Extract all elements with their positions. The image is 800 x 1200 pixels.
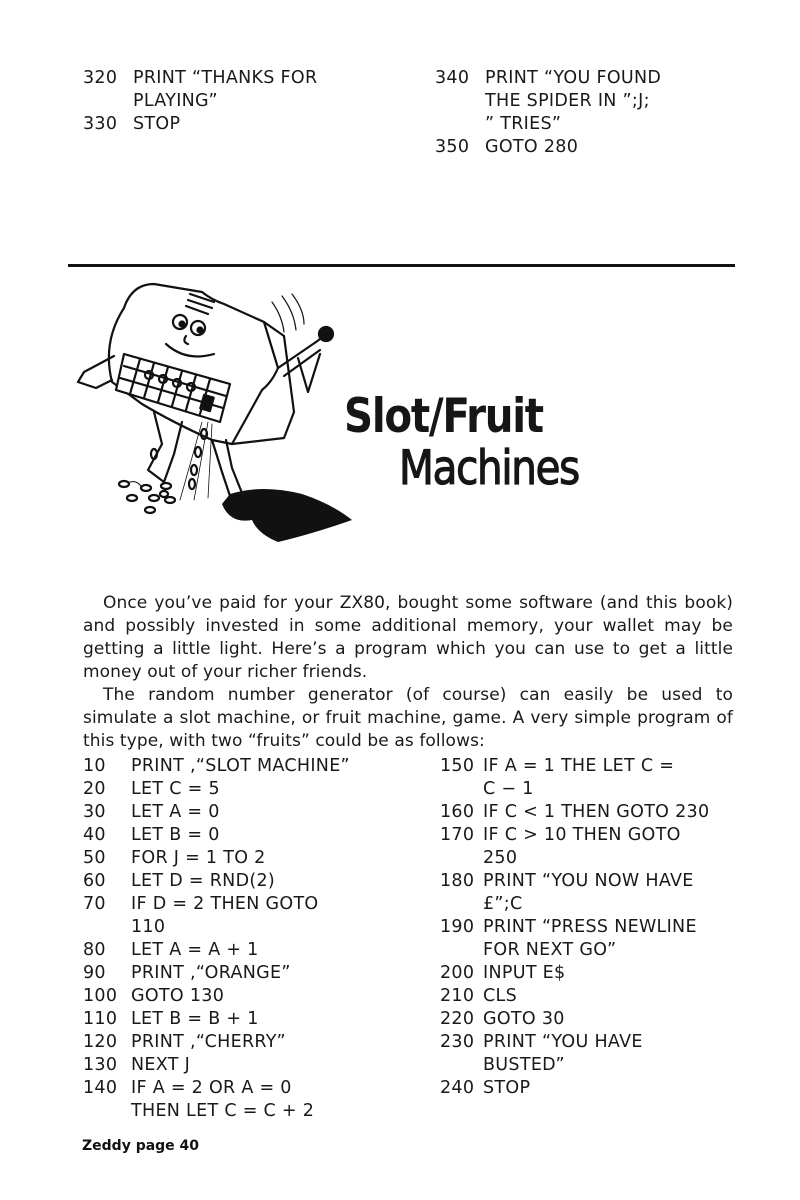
code-statement: PRINT ,“CHERRY” bbox=[131, 1032, 286, 1052]
code-line bbox=[440, 1008, 740, 1031]
code-line bbox=[83, 778, 433, 801]
line-number: 320 bbox=[83, 68, 118, 88]
program-listing-left bbox=[83, 755, 433, 1123]
line-number: 10 bbox=[83, 756, 106, 776]
code-statement: NEXT J bbox=[131, 1055, 191, 1075]
code-line bbox=[83, 939, 433, 962]
listing-continuation-right bbox=[435, 67, 735, 159]
code-statement: STOP bbox=[483, 1078, 531, 1098]
line-number: 220 bbox=[440, 1009, 475, 1029]
code-statement: IF A = 1 THE LET C = C − 1 bbox=[483, 756, 675, 799]
code-line bbox=[440, 801, 740, 824]
line-number: 190 bbox=[440, 917, 475, 937]
code-statement: PRINT ,“SLOT MACHINE” bbox=[131, 756, 350, 776]
code-statement: IF C < 1 THEN GOTO 230 bbox=[483, 802, 710, 822]
line-number: 60 bbox=[83, 871, 106, 891]
code-line bbox=[440, 1077, 740, 1100]
line-number: 50 bbox=[83, 848, 106, 868]
code-statement: LET B = B + 1 bbox=[131, 1009, 259, 1029]
line-number: 240 bbox=[440, 1078, 475, 1098]
code-statement: PRINT ,“ORANGE” bbox=[131, 963, 291, 983]
code-line bbox=[440, 916, 740, 962]
code-statement: IF C > 10 THEN GOTO 250 bbox=[483, 825, 681, 868]
code-statement: LET B = 0 bbox=[131, 825, 220, 845]
line-number: 120 bbox=[83, 1032, 118, 1052]
line-number: 30 bbox=[83, 802, 106, 822]
line-number: 70 bbox=[83, 894, 106, 914]
code-statement: LET A = 0 bbox=[131, 802, 220, 822]
code-statement: LET A = A + 1 bbox=[131, 940, 259, 960]
code-line bbox=[83, 1077, 433, 1123]
code-line bbox=[440, 755, 740, 801]
code-statement: CLS bbox=[483, 986, 517, 1006]
code-line bbox=[83, 847, 433, 870]
line-number: 130 bbox=[83, 1055, 118, 1075]
line-number: 20 bbox=[83, 779, 106, 799]
line-number: 110 bbox=[83, 1009, 118, 1029]
code-line bbox=[83, 824, 433, 847]
code-statement: PRINT “YOU NOW HAVE £”;C bbox=[483, 871, 694, 914]
code-statement: PRINT “THANKS FOR PLAYING” bbox=[133, 68, 318, 111]
line-number: 80 bbox=[83, 940, 106, 960]
code-statement: PRINT “YOU FOUND THE SPIDER IN ”;J; ” TRIES” bbox=[485, 68, 662, 134]
section-title-line-2: Machines bbox=[399, 441, 579, 496]
code-line bbox=[83, 870, 433, 893]
code-statement: IF A = 2 OR A = 0 THEN LET C = C + 2 bbox=[131, 1078, 315, 1121]
code-statement: LET C = 5 bbox=[131, 779, 220, 799]
line-number: 140 bbox=[83, 1078, 118, 1098]
code-line bbox=[83, 1054, 433, 1077]
section-title-line-1: Slot/Fruit bbox=[344, 389, 543, 444]
code-line bbox=[83, 67, 383, 113]
line-number: 170 bbox=[440, 825, 475, 845]
listing-continuation-left bbox=[83, 67, 383, 136]
code-line bbox=[440, 870, 740, 916]
section-divider bbox=[68, 264, 735, 267]
code-statement: PRINT “YOU HAVE BUSTED” bbox=[483, 1032, 643, 1075]
code-line bbox=[83, 755, 433, 778]
code-line bbox=[440, 1031, 740, 1077]
paragraph: Once you’ve paid for your ZX80, bought some software (and this book) and possibly invested in some additional memory, your wallet may be getting a little light. Here’s a program which you can use to get a little money out of your richer friends. bbox=[83, 593, 733, 682]
line-number: 230 bbox=[440, 1032, 475, 1052]
intro-text bbox=[83, 592, 733, 753]
line-number: 200 bbox=[440, 963, 475, 983]
code-line bbox=[83, 1031, 433, 1054]
code-statement: GOTO 130 bbox=[131, 986, 225, 1006]
code-statement: INPUT E$ bbox=[483, 963, 566, 983]
code-line bbox=[440, 985, 740, 1008]
code-line bbox=[440, 962, 740, 985]
code-line bbox=[83, 801, 433, 824]
line-number: 340 bbox=[435, 68, 470, 88]
line-number: 90 bbox=[83, 963, 106, 983]
slot-machine-character-icon bbox=[62, 272, 362, 542]
code-line bbox=[435, 67, 735, 136]
page-footer: Zeddy page 40 bbox=[82, 1138, 200, 1154]
code-statement: LET D = RND(2) bbox=[131, 871, 276, 891]
code-line bbox=[83, 985, 433, 1008]
code-statement: GOTO 30 bbox=[483, 1009, 565, 1029]
code-line bbox=[83, 893, 433, 939]
line-number: 180 bbox=[440, 871, 475, 891]
code-line bbox=[83, 113, 383, 136]
code-line bbox=[83, 962, 433, 985]
line-number: 100 bbox=[83, 986, 118, 1006]
line-number: 150 bbox=[440, 756, 475, 776]
paragraph: The random number generator (of course) can easily be used to simulate a slot machine, or fruit machine, game. A very simple program of this type, with two “fruits” could be as follows: bbox=[83, 685, 733, 751]
line-number: 330 bbox=[83, 114, 118, 134]
code-statement: STOP bbox=[133, 114, 181, 134]
code-statement: FOR J = 1 TO 2 bbox=[131, 848, 266, 868]
line-number: 160 bbox=[440, 802, 475, 822]
line-number: 40 bbox=[83, 825, 106, 845]
code-line bbox=[435, 136, 735, 159]
line-number: 350 bbox=[435, 137, 470, 157]
code-statement: IF D = 2 THEN GOTO 110 bbox=[131, 894, 319, 937]
code-statement: PRINT “PRESS NEWLINE FOR NEXT GO” bbox=[483, 917, 697, 960]
code-statement: GOTO 280 bbox=[485, 137, 579, 157]
program-listing-right bbox=[440, 755, 740, 1100]
code-line bbox=[83, 1008, 433, 1031]
code-line bbox=[440, 824, 740, 870]
line-number: 210 bbox=[440, 986, 475, 1006]
